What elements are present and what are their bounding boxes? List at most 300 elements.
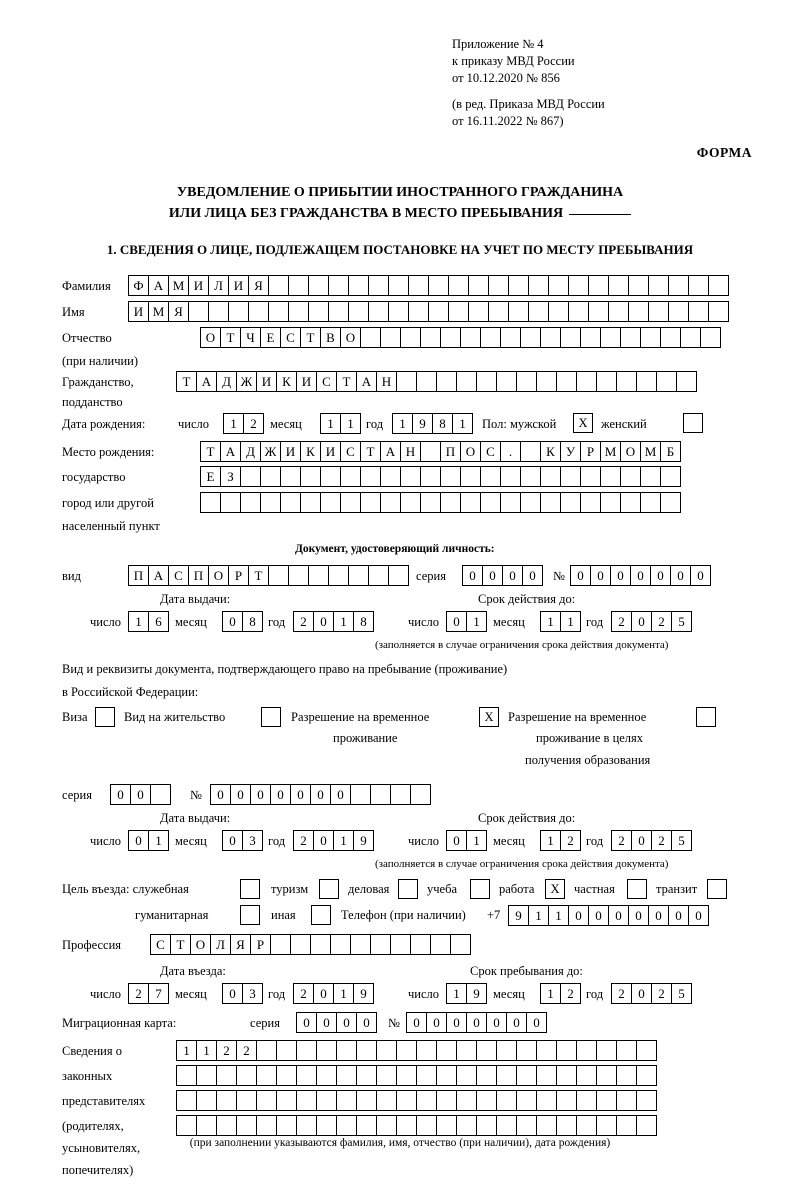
form-cell[interactable] (400, 492, 421, 513)
form-cell[interactable] (476, 1040, 497, 1061)
form-cell[interactable]: К (300, 441, 321, 462)
form-cell[interactable] (668, 301, 689, 322)
form-cell[interactable]: И (228, 275, 249, 296)
birth-day-cells[interactable] (223, 413, 263, 434)
form-cell[interactable] (456, 1090, 477, 1111)
form-cell[interactable] (600, 492, 621, 513)
doc-valid-year-cells[interactable] (611, 611, 691, 632)
form-cell[interactable] (288, 275, 309, 296)
form-cell[interactable] (276, 1115, 297, 1136)
form-cell[interactable] (416, 1040, 437, 1061)
form-cell[interactable]: 0 (446, 1012, 467, 1033)
form-cell[interactable]: Ч (240, 327, 261, 348)
form-cell[interactable] (388, 275, 409, 296)
stay-number-cells[interactable] (210, 784, 430, 805)
form-cell[interactable] (576, 1090, 597, 1111)
form-cell[interactable]: А (380, 441, 401, 462)
form-cell[interactable]: 2 (611, 611, 632, 632)
form-cell[interactable]: Д (240, 441, 261, 462)
form-cell[interactable]: 9 (353, 830, 374, 851)
form-cell[interactable] (308, 301, 329, 322)
form-cell[interactable] (396, 1115, 417, 1136)
form-cell[interactable] (316, 1115, 337, 1136)
form-cell[interactable]: 1 (333, 830, 354, 851)
form-cell[interactable]: 0 (110, 784, 131, 805)
form-cell[interactable] (496, 1040, 517, 1061)
form-cell[interactable] (636, 1040, 657, 1061)
form-cell[interactable]: Е (260, 327, 281, 348)
form-cell[interactable]: С (340, 441, 361, 462)
form-cell[interactable]: 0 (486, 1012, 507, 1033)
form-cell[interactable] (500, 492, 521, 513)
form-cell[interactable] (380, 466, 401, 487)
form-cell[interactable]: 9 (508, 905, 529, 926)
form-cell[interactable] (576, 1040, 597, 1061)
form-cell[interactable]: Л (208, 275, 229, 296)
form-cell[interactable] (520, 441, 541, 462)
form-cell[interactable] (680, 327, 701, 348)
form-cell[interactable] (348, 301, 369, 322)
form-cell[interactable] (300, 466, 321, 487)
form-cell[interactable]: Ф (128, 275, 149, 296)
purpose-study-checkbox[interactable] (470, 879, 490, 899)
name-cells[interactable] (128, 301, 728, 322)
form-cell[interactable]: 1 (128, 611, 149, 632)
patronymic-cells[interactable] (200, 327, 720, 348)
form-cell[interactable]: 1 (466, 611, 487, 632)
form-cell[interactable] (448, 275, 469, 296)
form-cell[interactable] (356, 1115, 377, 1136)
form-cell[interactable]: П (440, 441, 461, 462)
form-cell[interactable]: З (220, 466, 241, 487)
form-cell[interactable]: Р (228, 565, 249, 586)
form-cell[interactable]: С (316, 371, 337, 392)
form-cell[interactable] (376, 1090, 397, 1111)
form-cell[interactable]: 0 (310, 784, 331, 805)
form-cell[interactable] (540, 327, 561, 348)
form-cell[interactable] (476, 1090, 497, 1111)
form-cell[interactable]: 7 (148, 983, 169, 1004)
form-cell[interactable] (428, 301, 449, 322)
edu-residence-checkbox[interactable] (696, 707, 716, 727)
form-cell[interactable]: Я (168, 301, 189, 322)
form-cell[interactable]: И (320, 441, 341, 462)
purpose-work-checkbox[interactable]: X (545, 879, 565, 899)
form-cell[interactable] (496, 1090, 517, 1111)
form-cell[interactable] (628, 301, 649, 322)
form-cell[interactable] (150, 784, 171, 805)
form-cell[interactable] (368, 565, 389, 586)
form-cell[interactable] (576, 1115, 597, 1136)
residence-permit-checkbox[interactable] (261, 707, 281, 727)
form-cell[interactable]: Т (200, 441, 221, 462)
purpose-transit-checkbox[interactable] (707, 879, 727, 899)
form-cell[interactable]: 0 (330, 784, 351, 805)
form-cell[interactable] (248, 301, 269, 322)
form-cell[interactable] (308, 565, 329, 586)
form-cell[interactable]: 0 (590, 565, 611, 586)
form-cell[interactable]: 0 (462, 565, 483, 586)
form-cell[interactable]: 8 (432, 413, 453, 434)
form-cell[interactable]: 0 (313, 611, 334, 632)
form-cell[interactable]: Е (200, 466, 221, 487)
form-cell[interactable] (436, 1115, 457, 1136)
form-cell[interactable] (516, 1065, 537, 1086)
form-cell[interactable]: 2 (560, 830, 581, 851)
form-cell[interactable] (216, 1065, 237, 1086)
form-cell[interactable] (300, 492, 321, 513)
form-cell[interactable] (568, 301, 589, 322)
stay-series-cells[interactable] (110, 784, 170, 805)
form-cell[interactable] (420, 441, 441, 462)
form-cell[interactable] (360, 327, 381, 348)
form-cell[interactable] (390, 934, 411, 955)
form-cell[interactable] (560, 492, 581, 513)
stay-issue-year-cells[interactable] (293, 830, 373, 851)
form-cell[interactable] (176, 1115, 197, 1136)
form-cell[interactable]: И (280, 441, 301, 462)
form-cell[interactable] (350, 934, 371, 955)
form-cell[interactable] (520, 492, 541, 513)
form-cell[interactable] (296, 1065, 317, 1086)
form-cell[interactable] (640, 492, 661, 513)
form-cell[interactable]: А (356, 371, 377, 392)
form-cell[interactable] (688, 275, 709, 296)
form-cell[interactable]: С (150, 934, 171, 955)
form-cell[interactable] (236, 1065, 257, 1086)
form-cell[interactable] (660, 466, 681, 487)
form-cell[interactable]: 0 (313, 983, 334, 1004)
form-cell[interactable] (176, 1090, 197, 1111)
form-cell[interactable]: О (208, 565, 229, 586)
form-cell[interactable]: 0 (526, 1012, 547, 1033)
form-cell[interactable]: 0 (648, 905, 669, 926)
form-cell[interactable] (336, 1115, 357, 1136)
form-cell[interactable]: М (600, 441, 621, 462)
form-cell[interactable] (390, 784, 411, 805)
form-cell[interactable]: 1 (333, 611, 354, 632)
form-cell[interactable]: 0 (128, 830, 149, 851)
form-cell[interactable]: О (340, 327, 361, 348)
form-cell[interactable]: 1 (320, 413, 341, 434)
form-cell[interactable]: 1 (528, 905, 549, 926)
form-cell[interactable]: . (500, 441, 521, 462)
form-cell[interactable]: 3 (242, 830, 263, 851)
form-cell[interactable]: Т (220, 327, 241, 348)
form-cell[interactable] (580, 492, 601, 513)
form-cell[interactable] (196, 1065, 217, 1086)
form-cell[interactable] (640, 466, 661, 487)
form-cell[interactable]: Л (210, 934, 231, 955)
form-cell[interactable] (376, 1040, 397, 1061)
form-cell[interactable]: Т (248, 565, 269, 586)
form-cell[interactable] (420, 466, 441, 487)
doc-issue-day-cells[interactable] (128, 611, 168, 632)
form-cell[interactable]: 0 (502, 565, 523, 586)
legal-rep-row-4-cells[interactable] (176, 1115, 656, 1136)
form-cell[interactable]: А (220, 441, 241, 462)
form-cell[interactable]: 0 (610, 565, 631, 586)
form-cell[interactable]: 0 (608, 905, 629, 926)
stay-until-day-cells[interactable] (446, 983, 486, 1004)
form-cell[interactable] (276, 1040, 297, 1061)
entry-day-cells[interactable] (128, 983, 168, 1004)
form-cell[interactable] (468, 275, 489, 296)
form-cell[interactable] (428, 275, 449, 296)
form-cell[interactable]: 5 (671, 830, 692, 851)
doc-kind-cells[interactable] (128, 565, 408, 586)
form-cell[interactable] (488, 301, 509, 322)
form-cell[interactable] (316, 1040, 337, 1061)
form-cell[interactable] (548, 301, 569, 322)
form-cell[interactable] (580, 327, 601, 348)
form-cell[interactable] (356, 1040, 377, 1061)
form-cell[interactable]: 2 (611, 830, 632, 851)
doc-valid-month-cells[interactable] (540, 611, 580, 632)
form-cell[interactable] (256, 1115, 277, 1136)
form-cell[interactable] (500, 466, 521, 487)
form-cell[interactable]: 1 (466, 830, 487, 851)
form-cell[interactable] (576, 1065, 597, 1086)
form-cell[interactable]: 0 (670, 565, 691, 586)
form-cell[interactable] (400, 327, 421, 348)
form-cell[interactable] (620, 327, 641, 348)
form-cell[interactable]: 0 (250, 784, 271, 805)
form-cell[interactable]: Р (580, 441, 601, 462)
form-cell[interactable]: 2 (293, 983, 314, 1004)
form-cell[interactable] (316, 1065, 337, 1086)
form-cell[interactable]: 0 (522, 565, 543, 586)
form-cell[interactable]: 5 (671, 983, 692, 1004)
form-cell[interactable]: 2 (293, 830, 314, 851)
form-cell[interactable] (430, 934, 451, 955)
form-cell[interactable] (480, 492, 501, 513)
form-cell[interactable] (668, 275, 689, 296)
form-cell[interactable] (280, 466, 301, 487)
form-cell[interactable] (540, 466, 561, 487)
form-cell[interactable] (616, 1115, 637, 1136)
form-cell[interactable]: 2 (216, 1040, 237, 1061)
form-cell[interactable] (416, 1065, 437, 1086)
form-cell[interactable] (456, 1065, 477, 1086)
form-cell[interactable] (240, 492, 261, 513)
form-cell[interactable]: Р (250, 934, 271, 955)
form-cell[interactable]: 1 (340, 413, 361, 434)
form-cell[interactable] (600, 327, 621, 348)
form-cell[interactable]: И (256, 371, 277, 392)
form-cell[interactable] (410, 784, 431, 805)
form-cell[interactable]: И (296, 371, 317, 392)
form-cell[interactable] (356, 1090, 377, 1111)
form-cell[interactable]: 8 (353, 611, 374, 632)
form-cell[interactable]: 0 (668, 905, 689, 926)
form-cell[interactable]: 0 (313, 830, 334, 851)
form-cell[interactable]: 1 (540, 611, 561, 632)
form-cell[interactable]: 6 (148, 611, 169, 632)
form-cell[interactable]: Н (376, 371, 397, 392)
sex-male-checkbox[interactable]: X (573, 413, 593, 433)
form-cell[interactable] (540, 492, 561, 513)
form-cell[interactable] (556, 1090, 577, 1111)
form-cell[interactable] (350, 784, 371, 805)
form-cell[interactable]: Т (176, 371, 197, 392)
birth-month-cells[interactable] (320, 413, 360, 434)
birthplace-row-2-cells[interactable] (200, 466, 680, 487)
stay-issue-month-cells[interactable] (222, 830, 262, 851)
form-cell[interactable] (256, 1040, 277, 1061)
form-cell[interactable] (600, 466, 621, 487)
form-cell[interactable]: У (560, 441, 581, 462)
stay-until-month-cells[interactable] (540, 983, 580, 1004)
form-cell[interactable] (296, 1090, 317, 1111)
birthplace-row-1-cells[interactable] (200, 441, 680, 462)
form-cell[interactable]: В (320, 327, 341, 348)
form-cell[interactable] (336, 1040, 357, 1061)
form-cell[interactable]: 0 (630, 565, 651, 586)
form-cell[interactable] (536, 1090, 557, 1111)
form-cell[interactable] (310, 934, 331, 955)
form-cell[interactable]: 1 (223, 413, 244, 434)
stay-valid-month-cells[interactable] (540, 830, 580, 851)
form-cell[interactable] (236, 1115, 257, 1136)
form-cell[interactable]: Я (248, 275, 269, 296)
form-cell[interactable]: 0 (222, 830, 243, 851)
form-cell[interactable]: 2 (293, 611, 314, 632)
form-cell[interactable]: 0 (316, 1012, 337, 1033)
form-cell[interactable]: 1 (176, 1040, 197, 1061)
form-cell[interactable] (260, 466, 281, 487)
form-cell[interactable] (216, 1115, 237, 1136)
form-cell[interactable] (480, 466, 501, 487)
form-cell[interactable] (340, 466, 361, 487)
form-cell[interactable]: Ж (236, 371, 257, 392)
temp-residence-checkbox[interactable]: X (479, 707, 499, 727)
form-cell[interactable]: 0 (628, 905, 649, 926)
form-cell[interactable] (376, 1065, 397, 1086)
form-cell[interactable] (440, 466, 461, 487)
form-cell[interactable] (620, 466, 641, 487)
form-cell[interactable] (620, 492, 641, 513)
form-cell[interactable] (336, 1090, 357, 1111)
form-cell[interactable]: 0 (446, 611, 467, 632)
form-cell[interactable] (240, 466, 261, 487)
form-cell[interactable]: С (168, 565, 189, 586)
doc-valid-day-cells[interactable] (446, 611, 486, 632)
form-cell[interactable] (420, 327, 441, 348)
form-cell[interactable]: 2 (651, 983, 672, 1004)
form-cell[interactable]: 8 (242, 611, 263, 632)
form-cell[interactable] (616, 1065, 637, 1086)
form-cell[interactable]: 0 (296, 1012, 317, 1033)
form-cell[interactable] (596, 1115, 617, 1136)
form-cell[interactable] (708, 275, 729, 296)
form-cell[interactable]: О (620, 441, 641, 462)
form-cell[interactable] (648, 275, 669, 296)
purpose-humanitarian-checkbox[interactable] (240, 905, 260, 925)
form-cell[interactable]: 0 (631, 830, 652, 851)
form-cell[interactable] (328, 301, 349, 322)
form-cell[interactable]: 2 (243, 413, 264, 434)
form-cell[interactable] (368, 301, 389, 322)
form-cell[interactable] (548, 275, 569, 296)
form-cell[interactable] (440, 492, 461, 513)
form-cell[interactable]: 0 (650, 565, 671, 586)
form-cell[interactable]: Ж (260, 441, 281, 462)
form-cell[interactable] (360, 492, 381, 513)
form-cell[interactable] (408, 301, 429, 322)
birth-year-cells[interactable] (392, 413, 472, 434)
form-cell[interactable] (436, 1040, 457, 1061)
form-cell[interactable] (376, 1115, 397, 1136)
form-cell[interactable] (636, 1090, 657, 1111)
form-cell[interactable] (536, 1115, 557, 1136)
form-cell[interactable]: 0 (466, 1012, 487, 1033)
form-cell[interactable]: 0 (270, 784, 291, 805)
form-cell[interactable] (628, 275, 649, 296)
form-cell[interactable]: Д (216, 371, 237, 392)
form-cell[interactable] (208, 301, 229, 322)
form-cell[interactable] (260, 492, 281, 513)
form-cell[interactable] (516, 1090, 537, 1111)
form-cell[interactable] (388, 565, 409, 586)
legal-rep-row-3-cells[interactable] (176, 1090, 656, 1111)
form-cell[interactable] (420, 492, 441, 513)
form-cell[interactable] (568, 275, 589, 296)
form-cell[interactable]: 2 (611, 983, 632, 1004)
sex-female-checkbox[interactable] (683, 413, 703, 433)
form-cell[interactable]: 1 (540, 983, 561, 1004)
form-cell[interactable] (556, 1040, 577, 1061)
form-cell[interactable] (708, 301, 729, 322)
form-cell[interactable] (388, 301, 409, 322)
form-cell[interactable] (228, 301, 249, 322)
phone-cells[interactable] (508, 905, 708, 926)
form-cell[interactable] (648, 301, 669, 322)
form-cell[interactable]: 0 (290, 784, 311, 805)
form-cell[interactable] (476, 1115, 497, 1136)
purpose-official-checkbox[interactable] (240, 879, 260, 899)
doc-series-cells[interactable] (462, 565, 542, 586)
form-cell[interactable] (288, 565, 309, 586)
form-cell[interactable] (188, 301, 209, 322)
form-cell[interactable] (460, 466, 481, 487)
form-cell[interactable]: 1 (333, 983, 354, 1004)
form-cell[interactable]: 1 (196, 1040, 217, 1061)
purpose-business-checkbox[interactable] (398, 879, 418, 899)
form-cell[interactable]: 0 (356, 1012, 377, 1033)
form-cell[interactable] (588, 275, 609, 296)
form-cell[interactable] (448, 301, 469, 322)
form-cell[interactable] (528, 301, 549, 322)
form-cell[interactable] (348, 565, 369, 586)
form-cell[interactable] (348, 275, 369, 296)
form-cell[interactable]: 0 (130, 784, 151, 805)
form-cell[interactable] (368, 275, 389, 296)
form-cell[interactable] (396, 1065, 417, 1086)
form-cell[interactable] (416, 1090, 437, 1111)
form-cell[interactable] (608, 275, 629, 296)
form-cell[interactable]: 0 (568, 905, 589, 926)
form-cell[interactable]: 1 (540, 830, 561, 851)
form-cell[interactable] (316, 1090, 337, 1111)
form-cell[interactable]: 0 (222, 983, 243, 1004)
form-cell[interactable] (636, 1115, 657, 1136)
form-cell[interactable] (320, 492, 341, 513)
form-cell[interactable] (270, 934, 291, 955)
form-cell[interactable] (268, 275, 289, 296)
form-cell[interactable] (516, 1040, 537, 1061)
form-cell[interactable] (340, 492, 361, 513)
